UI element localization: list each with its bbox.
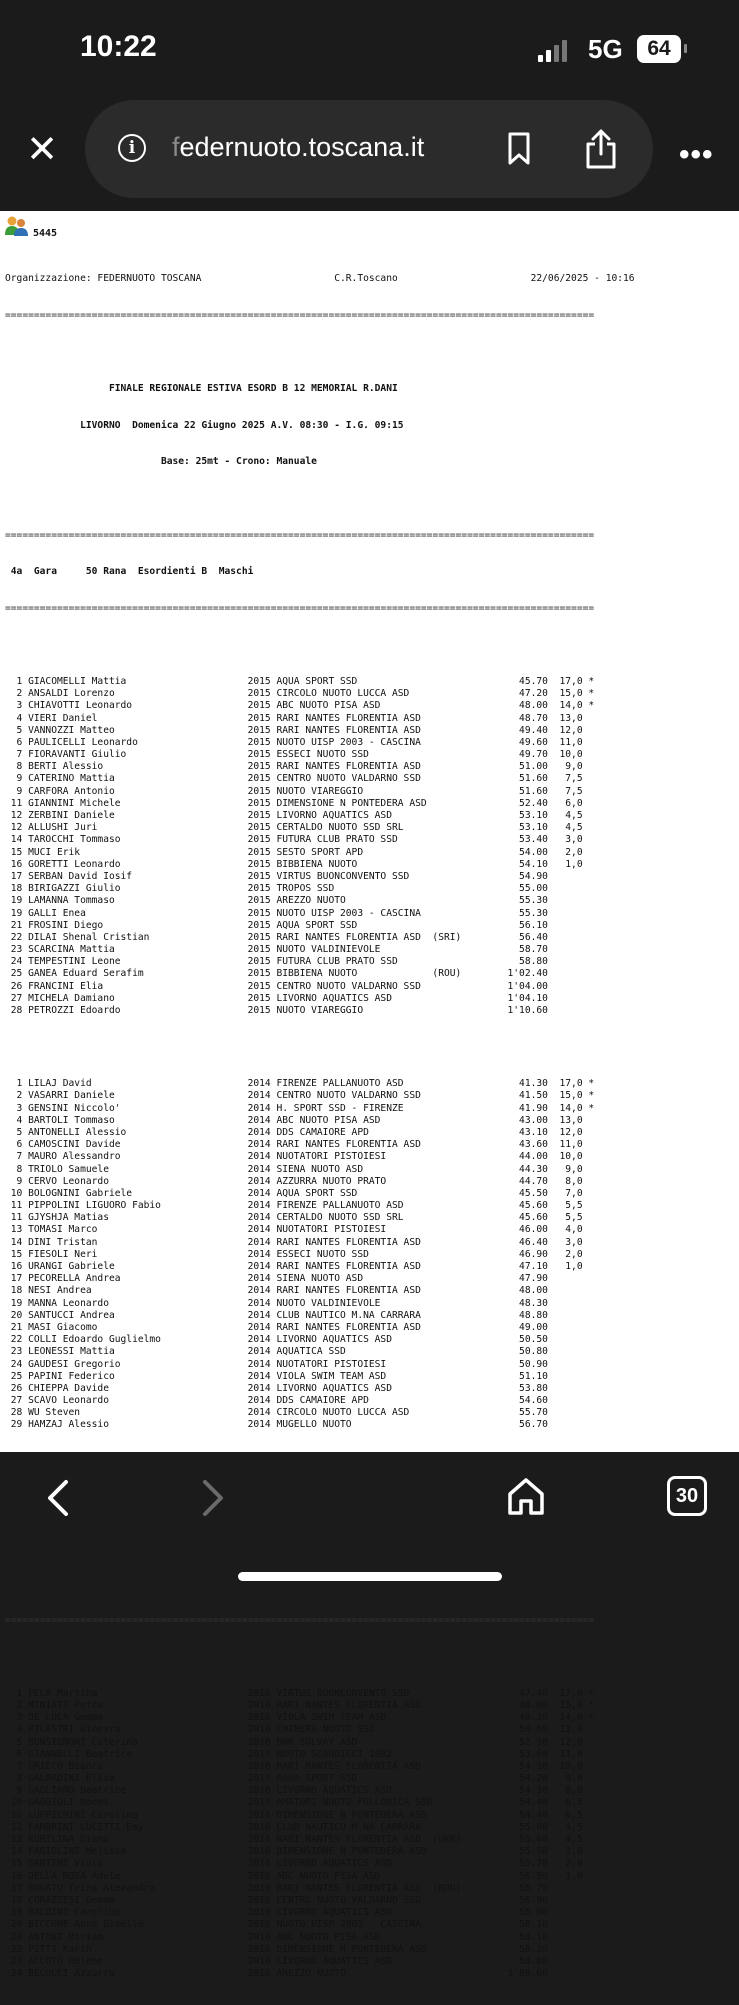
result-row: 16 DELLA ROSA Adele 2016 ABC NUOTO PISA ASD 56.50 1,0 [5,1870,583,1882]
status-bar [0,0,739,100]
results-document [0,211,739,1980]
result-row: 9 GAGLIANO Beatrice 2016 LIVORNO AQUATICS ASD 54.30 8,0 [5,1785,583,1797]
result-row: 21 FROSINI Diego 2015 AQUA SPORT SSD 56.10 [5,919,548,931]
result-row: 29 HAMZAJ Alessio 2014 MUGELLO NUOTO 56.70 [5,1419,548,1431]
result-row: 17 PECORELLA Andrea 2014 SIENA NUOTO ASD 47.90 [5,1273,548,1285]
result-row: 18 BALDINI Caroline 2016 LIVORNO AQUATICS ASD 56.90 [5,1907,548,1919]
result-row: 18 CORAZZESI Gemma 2016 CENTRO NUOTO VALDARNO SSD 56.90 [5,1894,548,1906]
result-row: 4 VIERI Daniel 2015 RARI NANTES FLORENTIA ASD 48.70 13,0 [5,712,583,724]
result-row: 6 CAMOSCINI Davide 2014 RARI NANTES FLORENTIA ASD 43.60 11,0 [5,1139,583,1151]
result-row: 22 DILAI Shenal Cristian 2015 RARI NANTES FLORENTIA ASD (SRI) 56.40 [5,931,548,943]
result-row: 10 GAGGIOLI Noemi 2016 AMATORI NUOTO FOLLONICA SSD 54.40 6,5 [5,1797,583,1809]
result-row: 15 FIESOLI Neri 2014 ESSECI NUOTO SSD 46.90 2,0 [5,1248,583,1260]
result-row: 4 BARTOLI Tommaso 2014 ABC NUOTO PISA ASD 43.00 13,0 [5,1114,583,1126]
url-text[interactable] [172,132,424,163]
result-row: 1 GIACOMELLI Mattia 2015 AQUA SPORT SSD 45.70 17,0 * [5,675,595,687]
results-group-2016-femmine [5,1688,635,1981]
result-row: 26 CHIEPPA Davide 2014 LIVORNO AQUATICS ASD 53.80 [5,1382,548,1394]
result-row: 22 PITTI Karin 2016 DIMENSIONE N PONTEDERA ASD 58.20 [5,1943,548,1955]
result-row: 28 WU Steven 2014 CIRCOLO NUOTO LUCCA ASD 55.70 [5,1407,548,1419]
result-row: 6 GIANNELLI Beatrice 2016 NUOTO SCANDICCI 1982 53.60 11,0 [5,1748,583,1760]
result-row: 7 MAURO Alessandro 2014 NUOTATORI PISTOIESI 44.00 10,0 [5,1151,583,1163]
browser-toolbar [0,100,739,210]
result-row: 5 VANNOZZI Matteo 2015 RARI NANTES FLORENTIA ASD 49.40 12,0 [5,724,583,736]
result-row: 13 TOMASI Marco 2014 NUOTATORI PISTOIESI 46.00 4,0 [5,1224,583,1236]
home-icon[interactable] [506,1476,546,1516]
result-row: 18 BIRIGAZZI Giulio 2015 TROPOS SSD 55.00 [5,883,548,895]
close-icon[interactable]: ✕ [26,129,58,171]
result-row: 4 PILASTRI Ginevra 2016 CHIMERA NUOTO SSD 50.60 13,0 [5,1724,583,1736]
bookmark-icon[interactable] [507,132,531,166]
document-body [5,249,635,2005]
result-row: 20 BICCONE Anna Giselle 2016 NUOTO UISP 2003 - CASCINA 58.10 [5,1919,548,1931]
share-icon[interactable] [584,128,618,170]
result-row: 19 MANNA Leonardo 2014 NUOTO VALDINIEVOLE 48.30 [5,1297,548,1309]
result-row: 12 ALLUSHI Juri 2015 CERTALDO NUOTO SSD SRL 53.10 4,5 [5,822,583,834]
more-options-icon[interactable]: ••• [679,138,714,171]
result-row: 14 FAGIOLINI Melissa 2016 DIMENSIONE N PONTEDERA ASD 55.50 3,0 [5,1846,583,1858]
result-row: 2 ANSALDI Lorenzo 2015 CIRCOLO NUOTO LUCCA ASD 47.20 15,0 * [5,688,595,700]
result-row: 16 GORETTI Leonardo 2015 BIBBIENA NUOTO 54.10 1,0 [5,858,583,870]
url-domain: edernuoto.toscana.it [179,132,425,162]
result-row: 8 BERTI Alessio 2015 RARI NANTES FLORENTIA ASD 51.00 9,0 [5,761,583,773]
result-row: 23 SCARCINA Mattia 2015 NUOTO VALDINIEVOLE 58.70 [5,944,548,956]
result-row: 27 MICHELA Damiano 2015 LIVORNO AQUATICS ASD 1'04.10 [5,992,548,1004]
result-row: 14 TAROCCHI Tommaso 2015 FUTURA CLUB PRATO SSD 53.40 3,0 [5,834,583,846]
result-row: 15 SANTINI Viola 2016 LIVORNO AQUATICS ASD 55.70 2,0 [5,1858,583,1870]
result-row: 23 LEONESSI Mattia 2014 AQUATICA SSD 50.80 [5,1346,548,1358]
info-icon[interactable]: i [118,134,146,162]
network-type: 5G [588,34,623,64]
result-row: 12 KURILINA Diana 2016 RARI NANTES FLORENTIA ASD (UKR) 55.00 4,5 [5,1834,583,1846]
result-row: 5 BONSIGNORI Caterina 2016 BWR SOLVAY ASD 52.10 12,0 [5,1736,583,1748]
results-group-2014-maschi [5,1078,635,1431]
result-row: 7 FIORAVANTI Giulio 2015 ESSECI NUOTO SSD 49.70 10,0 [5,749,583,761]
results-group-2015-maschi [5,676,635,1017]
result-row: 25 GANEA Eduard Serafim 2015 BIBBIENA NUOTO (ROU) 1'02.40 [5,968,548,980]
result-row: 22 COLLI Edoardo Guglielmo 2014 LIVORNO AQUATICS ASD 50.50 [5,1334,548,1346]
result-row: 8 GALARDINI Elisa 2016 AQUA SPORT SSD 54.20 9,0 [5,1773,583,1785]
result-row: 25 PAPINI Federico 2014 VIOLA SWIM TEAM ASD 51.10 [5,1370,548,1382]
result-row: 19 GALLI Enea 2015 NUOTO UISP 2003 - CASCINA 55.30 [5,907,548,919]
result-row: 11 GIANNINI Michele 2015 DIMENSIONE N PONTEDERA ASD 52.40 6,0 [5,797,583,809]
result-row: 3 CHIAVOTTI Leonardo 2015 ABC NUOTO PISA ASD 48.00 14,0 * [5,700,595,712]
result-row: 1 LILAJ David 2014 FIRENZE PALLANUOTO ASD 41.30 17,0 * [5,1078,595,1090]
result-row: 9 CERVO Leonardo 2014 AZZURRA NUOTO PRATO 44.70 8,0 [5,1175,583,1187]
event-base: Base: 25mt - Crono: Manuale [5,456,317,468]
home-indicator[interactable] [238,1572,502,1581]
result-row: 27 SCAVO Leonardo 2014 DDS CAMAIORE APD 54.60 [5,1395,548,1407]
result-row: 11 GJYSHJA Matias 2014 CERTALDO NUOTO SSD SRL 45.60 5,5 [5,1212,583,1224]
event-location-date: LIVORNO Domenica 22 Giugno 2025 A.V. 08:30 - I.G. 09:15 [5,419,404,431]
result-row: 24 TEMPESTINI Leone 2015 FUTURA CLUB PRATO SSD 58.80 [5,956,548,968]
forward-arrow-icon[interactable] [195,1478,231,1518]
rule-top: ====================================================================================================== [5,310,595,321]
result-row: 28 PETROZZI Edoardo 2015 NUOTO VIAREGGIO 1'10.60 [5,1005,548,1016]
result-row: 21 MASI Giacomo 2014 RARI NANTES FLORENTIA ASD 49.00 [5,1321,548,1333]
result-row: 23 ACCOTO Helene 2016 LIVORNO AQUATICS ASD 58.80 [5,1955,548,1967]
back-arrow-icon[interactable] [40,1478,76,1518]
result-row: 24 BECUCCI Azzurra 2016 AREZZO NUOTO 1'00.60 [5,1968,548,1980]
result-row: 19 LAMANNA Tommaso 2015 AREZZO NUOTO 55.30 [5,895,548,907]
rule-race2-bottom: ====================================================================================================== [5,1614,595,1626]
event-title: FINALE REGIONALE ESTIVA ESORD B 12 MEMORIAL R.DANI [5,383,398,395]
result-row: 18 NESI Andrea 2014 RARI NANTES FLORENTIA ASD 48.00 [5,1285,548,1297]
battery-tip [684,44,687,53]
result-row: 26 FRANCINI Elia 2015 CENTRO NUOTO VALDARNO SSD 1'04.00 [5,980,548,992]
org-line: Organizzazione: FEDERNUOTO TOSCANA C.R.Toscano 22/06/2025 - 10:16 [5,273,635,285]
result-row: 6 PAULICELLI Leonardo 2015 NUOTO UISP 2003 - CASCINA 49.60 11,0 [5,736,583,748]
result-row: 17 BOGATU Irina Alexandra 2016 RARI NANTES FLORENTIA ASD (ROU) 56.70 [5,1882,548,1894]
tab-count-button[interactable]: 30 [667,1476,707,1516]
result-row: 8 TRIOLO Samuele 2014 SIENA NUOTO ASD 44.30 9,0 [5,1163,583,1175]
result-row: 14 DINI Tristan 2014 RARI NANTES FLORENTIA ASD 46.40 3,0 [5,1236,583,1248]
result-row: 5 ANTONELLI Alessio 2014 DDS CAMAIORE APD 43.10 12,0 [5,1126,583,1138]
result-row: 3 GENSINI Niccolo' 2014 H. SPORT SSD - FIRENZE 41.90 14,0 * [5,1102,595,1114]
result-row: 2 VASARRI Daniele 2014 CENTRO NUOTO VALDARNO SSD 41.50 15,0 * [5,1090,595,1102]
status-time: 10:22 [80,30,157,63]
rule-race1-bottom: ====================================================================================================== [5,602,595,614]
result-row: 10 LUPPICHINI Carolina 2016 DIMENSIONE N PONTEDERA ASD 54.40 6,5 [5,1809,583,1821]
people-logo-icon [4,215,30,237]
result-row: 10 BOLOGNINI Gabriele 2014 AQUA SPORT SSD 45.50 7,0 [5,1187,583,1199]
result-row: 24 GAUDESI Gregorio 2014 NUOTATORI PISTOIESI 50.90 [5,1358,548,1370]
rule-race1-top: ====================================================================================================== [5,529,595,541]
logo-number: 5445 [33,228,58,239]
result-row: 9 CARFORA Antonio 2015 NUOTO VIAREGGIO 51.60 7,5 [5,785,583,797]
result-row: 7 GRIECO Bianca 2016 RARI NANTES FLORENTIA ASD 54.10 10,0 [5,1760,583,1772]
result-row: 2 MINIATI Petra 2016 RARI NANTES FLORENTIA ASD 48.00 15,0 * [5,1699,595,1711]
url-faded-prefix: f [172,132,180,162]
result-row: 11 PIPPOLINI LIGUORO Fabio 2014 FIRENZE PALLANUOTO ASD 45.60 5,5 [5,1200,583,1212]
result-row: 17 SERBAN David Iosif 2015 VIRTUS BUONCONVENTO SSD 54.90 [5,870,548,882]
result-row: 3 DE LUCA Gemma 2016 VIOLA SWIM TEAM ASD 48.30 14,0 * [5,1712,595,1724]
result-row: 9 CATERINO Mattia 2015 CENTRO NUOTO VALDARNO SSD 51.60 7,5 [5,773,583,785]
race1-header: 4a Gara 50 Rana Esordienti B Maschi [5,566,254,578]
result-row: 1 PELA Martina 2016 VIRTUS BUONCONVENTO SSD 47.40 17,0 * [5,1687,595,1699]
browser-bottom-bar [0,1452,739,1600]
result-row: 16 URANGI Gabriele 2014 RARI NANTES FLORENTIA ASD 47.10 1,0 [5,1261,583,1272]
result-row: 20 ANTONI Miriam 2016 ABC NUOTO PISA ASD 58.10 [5,1931,548,1943]
battery-icon: 64 [637,35,681,63]
result-row: 12 FAMBRINI LUCETTI Emy 2016 CLUB NAUTICO M.NA CARRARA 55.00 4,5 [5,1821,583,1833]
result-row: 12 ZERBINI Daniele 2015 LIVORNO AQUATICS ASD 53.10 4,5 [5,810,583,821]
result-row: 20 SANTUCCI Andrea 2014 CLUB NAUTICO M.NA CARRARA 48.80 [5,1309,548,1321]
result-row: 15 MUCI Erik 2015 SESTO SPORT APD 54.00 2,0 [5,846,583,858]
cellular-signal-icon [538,38,568,62]
